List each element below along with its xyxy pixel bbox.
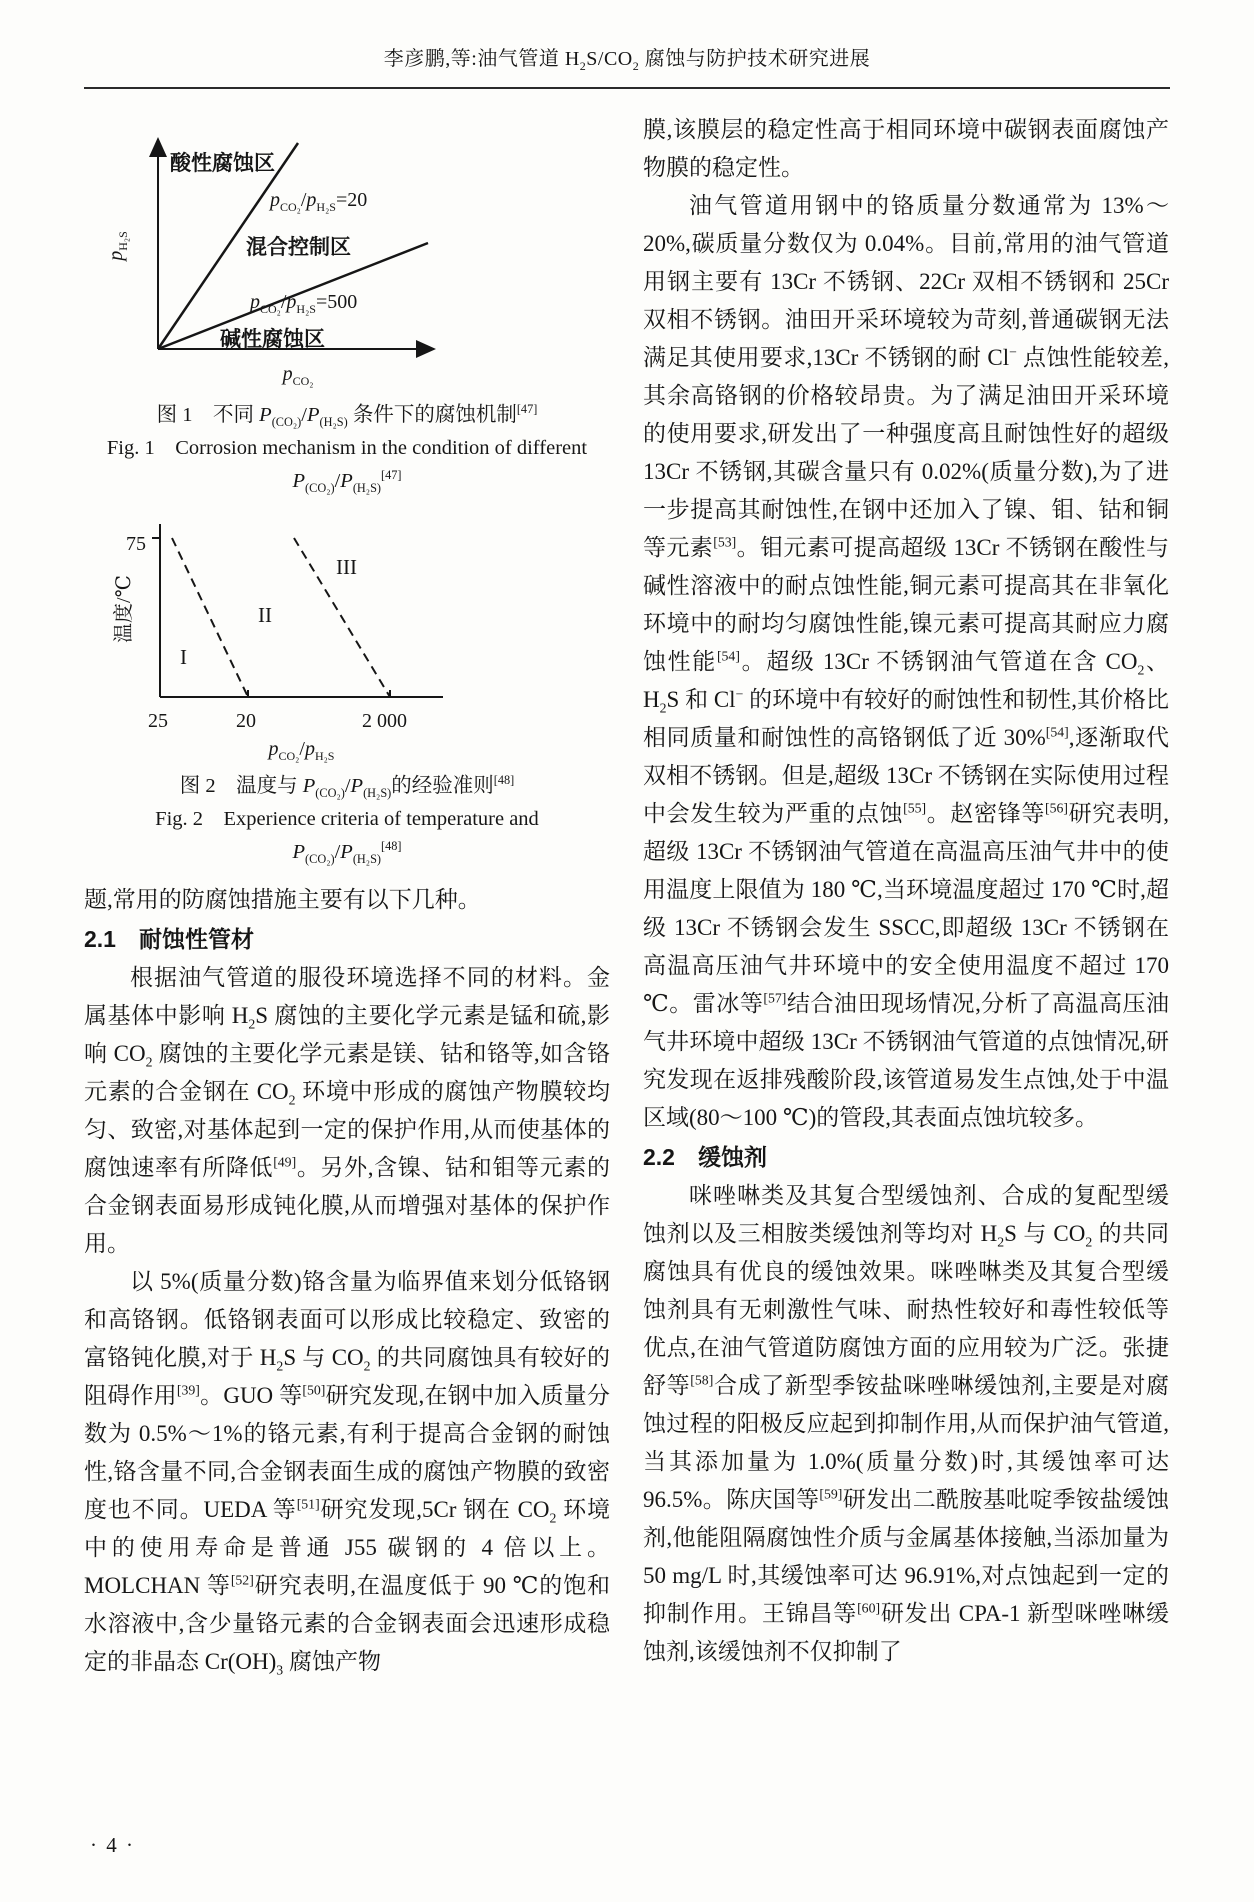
page-content <box>0 89 1254 1681</box>
right-column <box>643 111 1169 1681</box>
fig1-line500-label: $p_{CO_2}/p_{H_2S}=500$ <box>250 291 358 316</box>
left-column <box>84 111 610 1681</box>
fig1-zone-acidic-label: 酸性腐蚀区 <box>170 152 275 175</box>
figure-1-caption-en-line2: $P_{(CO_2)}/P_{(H_2S)}[47]$ <box>292 468 402 496</box>
running-title: 李彦鹏,等:油气管道 $H_2S/CO_2$ 腐蚀与防护技术研究进展 <box>383 48 871 73</box>
fig2-region-2-label: II <box>258 603 272 627</box>
section-heading-2-2: 2.2 缓蚀剂 <box>643 1144 767 1170</box>
fig2-region-1-label: I <box>180 645 187 669</box>
fig2-region-3-label: III <box>336 555 357 579</box>
fig2-y-axis-label: 温度/℃ <box>113 575 135 643</box>
paragraph-continuation: 题,常用的防腐蚀措施主要有以下几种。 <box>84 887 481 912</box>
fig1-line20-label: $p_{CO_2}/p_{H_2S}=20$ <box>270 189 368 214</box>
fig1-x-axis-label: $p_{CO_2}$ <box>282 363 314 388</box>
figure-2-caption-cn: 图 2 温度与 $P_{(CO_2)}/P_{(H_2S)}$的经验准则[48] <box>179 773 515 801</box>
fig2-x-tick-2000-label: 2 000 <box>362 710 407 732</box>
paragraph-continuation-right: 膜,该膜层的稳定性高于相同环境中碳钢表面腐蚀产物膜的稳定性。 <box>643 117 1169 180</box>
paragraph-13cr-steel: 油气管道用钢中的铬质量分数通常为 13%～20%,碳质量分数仅为 0.04%。目前,常用的油气管道用钢主要有 13Cr 不锈钢、22Cr 双相不锈钢和 25Cr 双相不锈钢。油田开采环境较为苛刻,普通碳钢无法满足其使用要求,13Cr 不锈钢的耐 Cl− 点蚀性能较差,其余高铬钢的价格较昂贵。为了满足油田开采环境的使用要求,研发出了一种强度高且耐蚀性好的超级 13Cr 不锈钢,其碳含量只有 0.02%(质量分数),为了进一步提高其耐蚀性,在钢中还加入了镍、钼、钴和铜等元素[53]。钼元素可提高超级 13Cr 不锈钢在酸性与碱性溶液中的耐点蚀性能,铜元素可提高其在非氧化环境中的耐均匀腐蚀性能,镍元素可提高其耐应力腐蚀性能[54]。超级 13Cr 不锈钢油气管道在含 $CO_2$、$H_2S$ 和 Cl− 的环境中有较好的耐蚀性和韧性,其价格比相同质量和耐蚀性的高铬钢低了近 30%[54],逐渐取代双相不锈钢。但是,超级 13Cr 不锈钢在实际使用过程中会发生较为严重的点蚀[55]。赵密锋等[56]研究表明,超级 13Cr 不锈钢油气管道在高温高压油气井中的使用温度上限值为 180 ℃,当环境温度超过 170 ℃时,超级 13Cr 不锈钢会发生 SSCC,即超级 13Cr 不锈钢在高温高压油气井环境中的安全使用温度不超过 170 ℃。雷冰等[57]结合油田现场情况,分析了高温高压油气井环境中超级 13Cr 不锈钢油气管道的点蚀情况,研究发现在返排残酸阶段,该管道易发生点蚀,处于中温区域(80～100 ℃)的管段,其表面点蚀坑较多。 <box>643 193 1170 1130</box>
fig2-x-tick-20-label: 20 <box>236 710 256 732</box>
fig1-y-axis-label: $p_{H_2S}$ <box>105 231 130 261</box>
figure-1-caption <box>84 399 610 498</box>
paragraph-materials-2: 以 5%(质量分数)铬含量为临界值来划分低铬钢和高铬钢。低铬钢表面可以形成比较稳定、致密的富铬钝化膜,对于 $H_2S$ 与 $CO_2$ 的共同腐蚀具有较好的阻碍作用[39]。GUO 等[50]研究发现,在钢中加入质量分数为 0.5%～1%的铬元素,有利于提高合金钢的耐蚀性,铬含量不同,合金钢表面生成的腐蚀产物膜的致密度也不同。UEDA 等[51]研究发现,5Cr 钢在 $CO_2$ 环境中的使用寿命是普通 J55 碳钢的 4 倍以上。MOLCHAN 等[52]研究表明,在温度低于 90 ℃的饱和水溶液中,含少量铬元素的合金钢表面会迅速形成稳定的非晶态 $Cr(OH)_3$ 腐蚀产物 <box>84 1269 610 1678</box>
figure-2-plot <box>98 512 468 704</box>
paragraph-inhibitors: 咪唑啉类及其复合型缓蚀剂、合成的复配型缓蚀剂以及三相胺类缓蚀剂等均对 $H_2S$ 与 $CO_2$ 的共同腐蚀具有优良的缓蚀效果。咪唑啉类及其复合型缓蚀剂具有无刺激性气味、耐热性较好和毒性较低等优点,在油气管道防腐蚀方面的应用较为广泛。张捷舒等[58]合成了新型季铵盐咪唑啉缓蚀剂,主要是对腐蚀过程的阳极反应起到抑制作用,从而保护油气管道,当其添加量为 1.0%(质量分数)时,其缓蚀率可达 96.5%。陈庆国等[59]研发出二酰胺基吡啶季铵盐缓蚀剂,他能阻隔腐蚀性介质与金属基体接触,当添加量为 50 mg/L 时,其缓蚀率可达 96.91%,对点蚀起到一定的抑制作用。王锦昌等[60]研发出 CPA-1 新型咪唑啉缓蚀剂,该缓蚀剂不仅抑制了 <box>643 1183 1170 1664</box>
fig2-y-tick-75-label: 75 <box>126 533 146 555</box>
running-header <box>0 0 1254 71</box>
figure-1-caption-en-line1: Fig. 1 Corrosion mechanism in the condition of different <box>106 437 588 459</box>
fig1-zone-mixed-label: 混合控制区 <box>246 236 351 259</box>
figure-2-caption-en-line1: Fig. 2 Experience criteria of temperature and <box>155 808 539 830</box>
figure-2-caption <box>84 770 610 869</box>
fig2-x-tick-25-label: 25 <box>148 710 168 732</box>
figure-2-caption-en-line2: $P_{(CO_2)}/P_{(H_2S)}[48]$ <box>292 839 402 867</box>
figure-2 <box>98 512 468 762</box>
figure-1-caption-cn: 图 1 不同 $P_{(CO_2)}/P_{(H_2S)}$ 条件下的腐蚀机制[47] <box>156 402 538 430</box>
fig1-zone-alkaline-label: 碱性腐蚀区 <box>220 328 325 351</box>
fig2-x-axis-label: $p_{CO_2}/p_{H_2S}$ <box>268 738 335 763</box>
figure-1 <box>98 119 468 391</box>
paragraph-materials-1: 根据油气管道的服役环境选择不同的材料。金属基体中影响 $H_2S$ 腐蚀的主要化学元素是锰和硫,影响 $CO_2$ 腐蚀的主要化学元素是镁、钴和铬等,如含铬元素的合金钢在 $CO_2$ 环境中形成的腐蚀产物膜较均匀、致密,对基体起到一定的保护作用,从而使基体的腐蚀速率有所降低[49]。另外,含镍、钴和钼等元素的合金钢表面易形成钝化膜,从而增强对基体的保护作用。 <box>84 965 611 1256</box>
page-number: · 4 · <box>90 1833 135 1857</box>
section-heading-2-1: 2.1 耐蚀性管材 <box>84 926 254 952</box>
